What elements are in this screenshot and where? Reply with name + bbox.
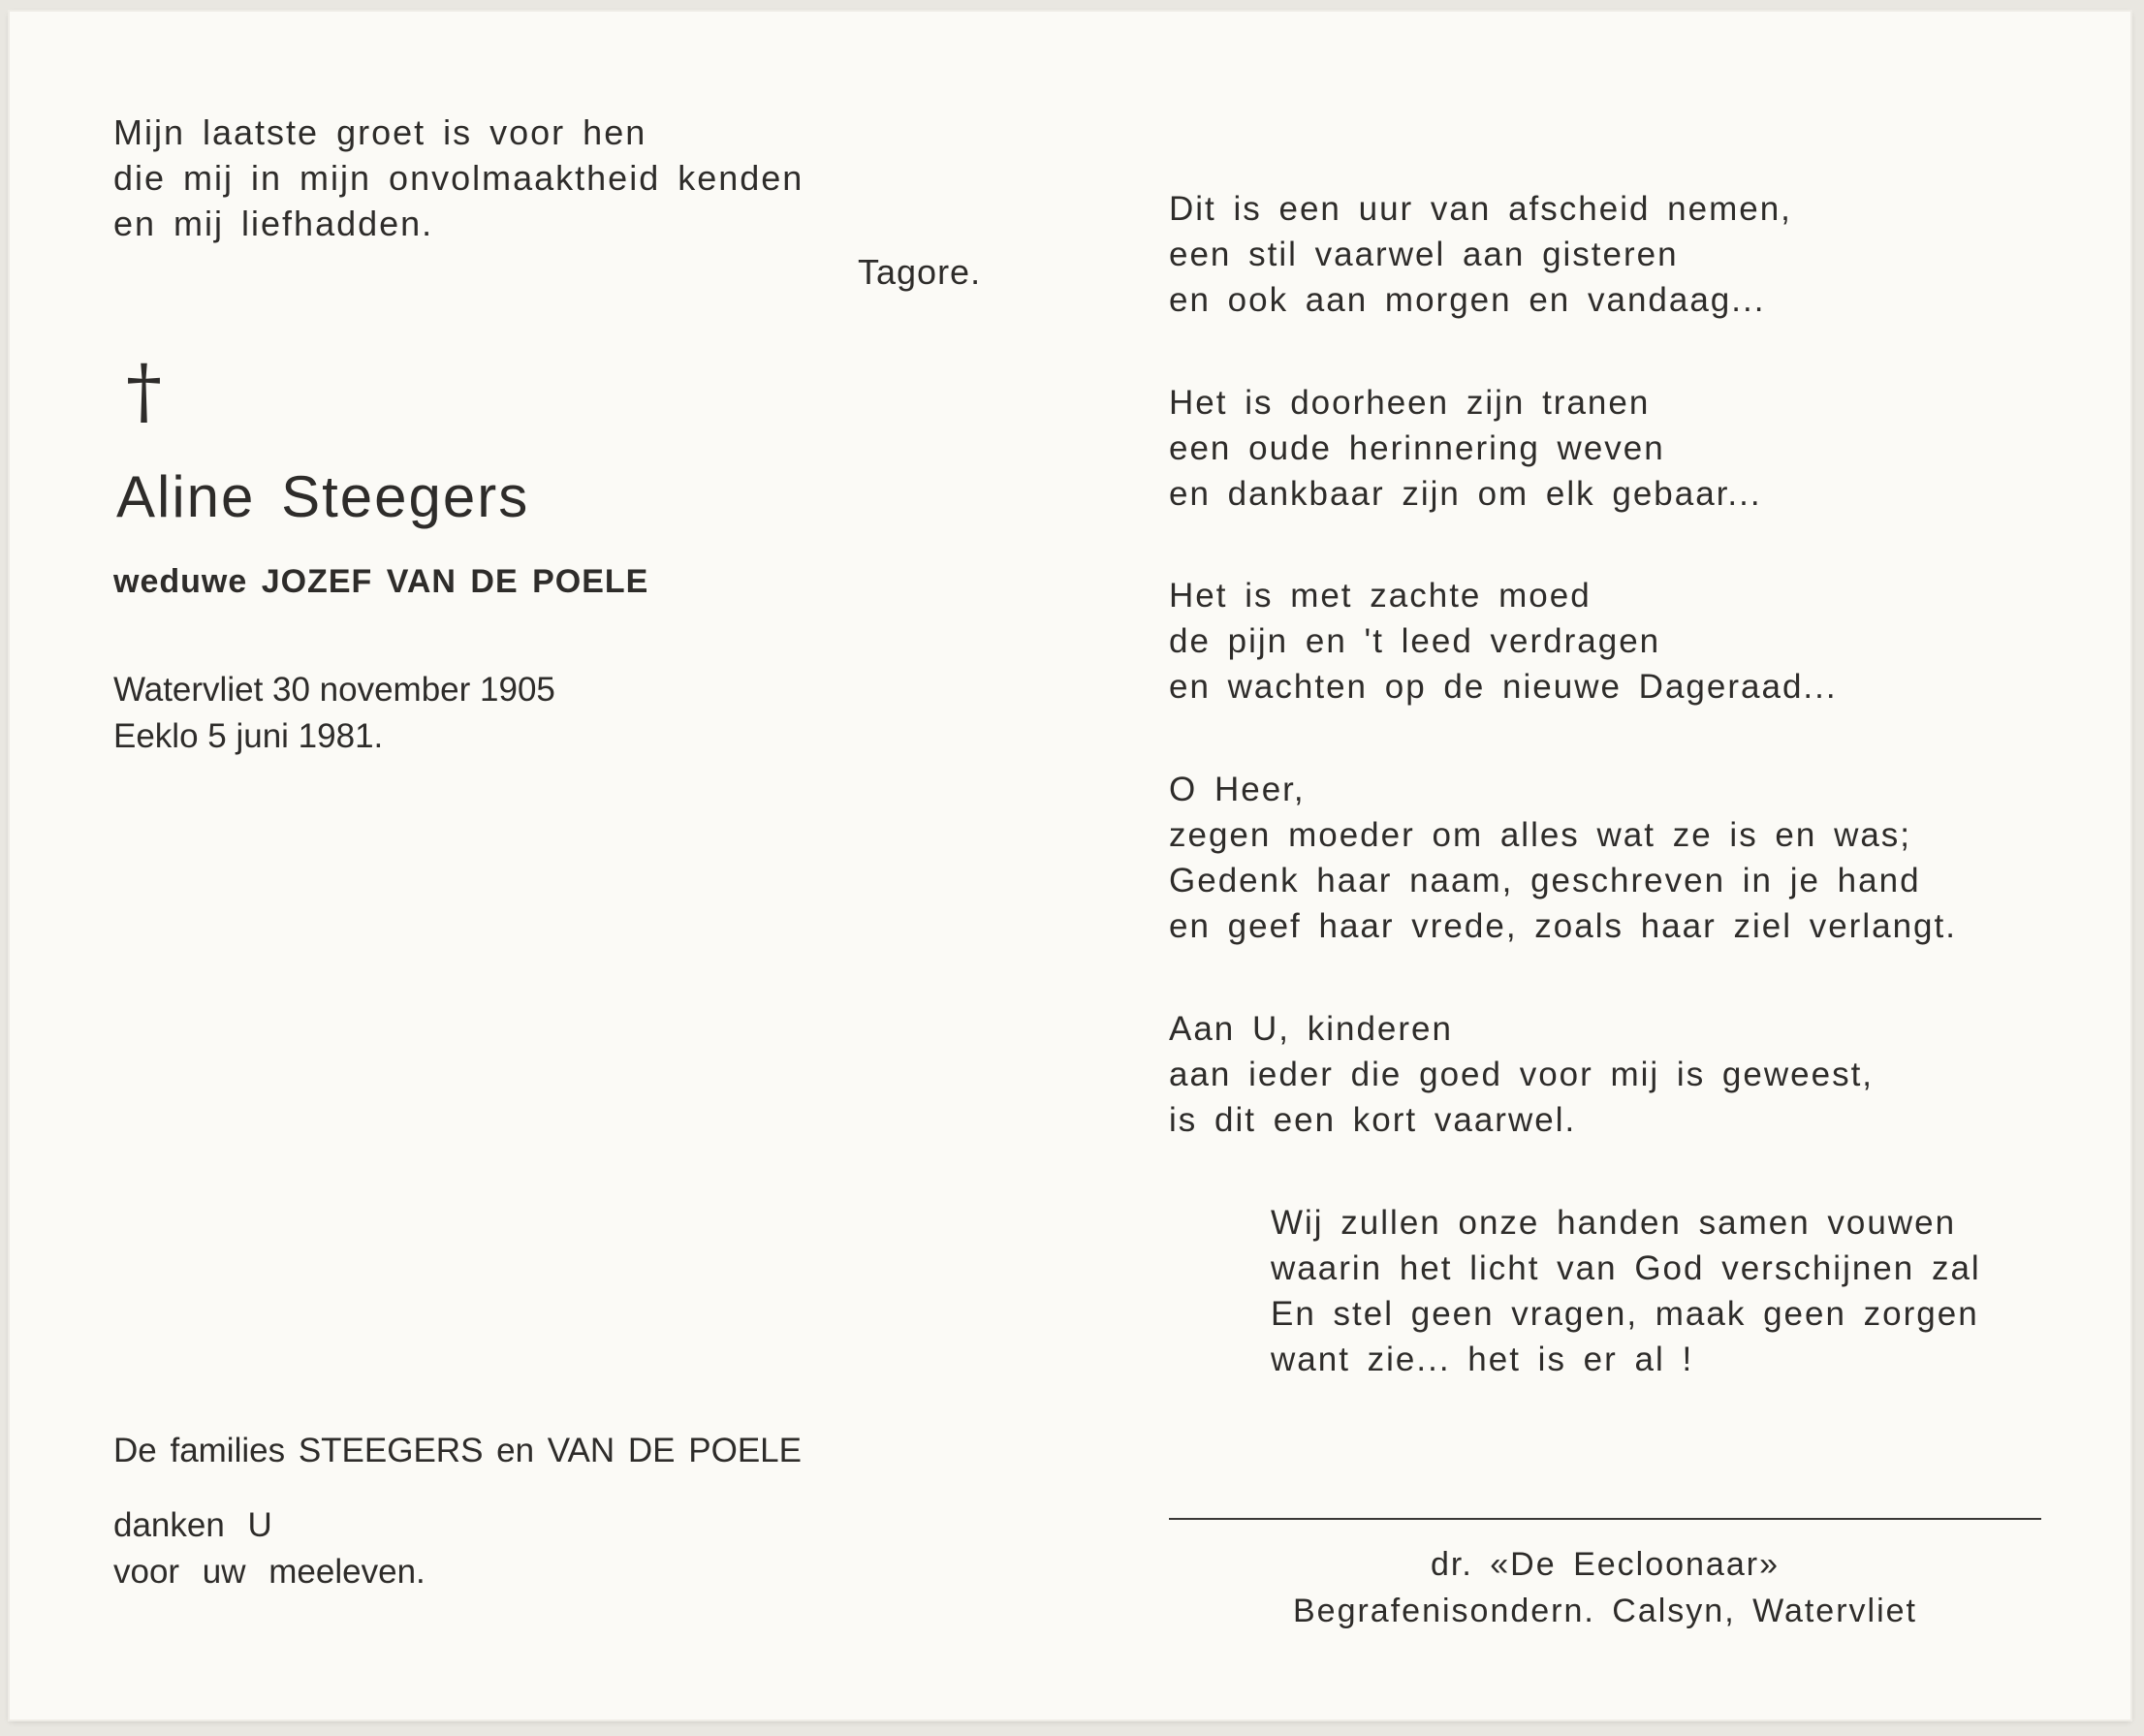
deceased-name: Aline Steegers: [116, 464, 530, 529]
poem-line: zegen moeder om alles wat ze is en was;: [1169, 816, 1912, 854]
quote-line: Mijn laatste groet is voor hen: [113, 112, 647, 152]
thanks-line: voor uw meeleven.: [113, 1553, 426, 1591]
quote-author: Tagore.: [858, 252, 982, 292]
birth-date: Watervliet 30 november 1905: [113, 671, 555, 709]
poem-line: Gedenk haar naam, geschreven in je hand: [1169, 862, 1921, 900]
poem-line: want zie... het is er al !: [1271, 1341, 1694, 1378]
poem-line: aan ieder die goed voor mij is geweest,: [1169, 1056, 1875, 1093]
quote-line: die mij in mijn onvolmaaktheid kenden: [113, 158, 804, 198]
quote-line: en mij liefhadden.: [113, 204, 434, 243]
memorial-card: [10, 12, 2130, 1720]
printer-credit: [1169, 1541, 2041, 1634]
life-dates: [113, 667, 555, 760]
poem-line: en geef haar vrede, zoals haar ziel verlangt.: [1169, 907, 1957, 945]
poem-stanza-2: [1169, 380, 1762, 517]
poem-line: en ook aan morgen en vandaag...: [1169, 281, 1766, 319]
poem-line: een stil vaarwel aan gisteren: [1169, 236, 1679, 273]
poem-stanza-3: [1169, 573, 1838, 710]
poem-line: waarin het licht van God verschijnen zal: [1271, 1249, 1981, 1287]
poem-line: de pijn en 't leed verdragen: [1169, 622, 1661, 660]
poem-stanza-1: [1169, 186, 1792, 323]
poem-line: Het is doorheen zijn tranen: [1169, 384, 1651, 422]
poem-line: En stel geen vragen, maak geen zorgen: [1271, 1295, 1979, 1333]
printer-line: dr. «De Eecloonaar»: [1431, 1546, 1780, 1583]
poem-line: een oude herinnering weven: [1169, 429, 1665, 467]
poem-line: Het is met zachte moed: [1169, 577, 1592, 615]
thanks-line: danken U: [113, 1506, 272, 1544]
death-date: Eeklo 5 juni 1981.: [113, 717, 384, 755]
poem-stanza-4: [1169, 767, 1957, 949]
poem-stanza-6: [1271, 1200, 1981, 1382]
poem-line: Aan U, kinderen: [1169, 1010, 1453, 1048]
poem-line: Wij zullen onze handen samen vouwen: [1271, 1204, 1957, 1242]
cross-icon: †: [126, 350, 162, 433]
poem-line: en wachten op de nieuwe Dageraad...: [1169, 668, 1838, 706]
poem-line: O Heer,: [1169, 771, 1306, 808]
poem-line: Dit is een uur van afscheid nemen,: [1169, 190, 1792, 228]
opening-quote: [113, 110, 804, 246]
poem-line: en dankbaar zijn om elk gebaar...: [1169, 475, 1762, 513]
thanks-text: [113, 1502, 426, 1595]
printer-line: Begrafenisondern. Calsyn, Watervliet: [1292, 1593, 1917, 1629]
widow-of: weduwe JOZEF VAN DE POELE: [113, 563, 649, 600]
poem-stanza-5: [1169, 1006, 1874, 1143]
divider-line: [1169, 1518, 2041, 1520]
poem-line: is dit een kort vaarwel.: [1169, 1101, 1577, 1139]
families-line: De families STEEGERS en VAN DE POELE: [113, 1432, 802, 1469]
